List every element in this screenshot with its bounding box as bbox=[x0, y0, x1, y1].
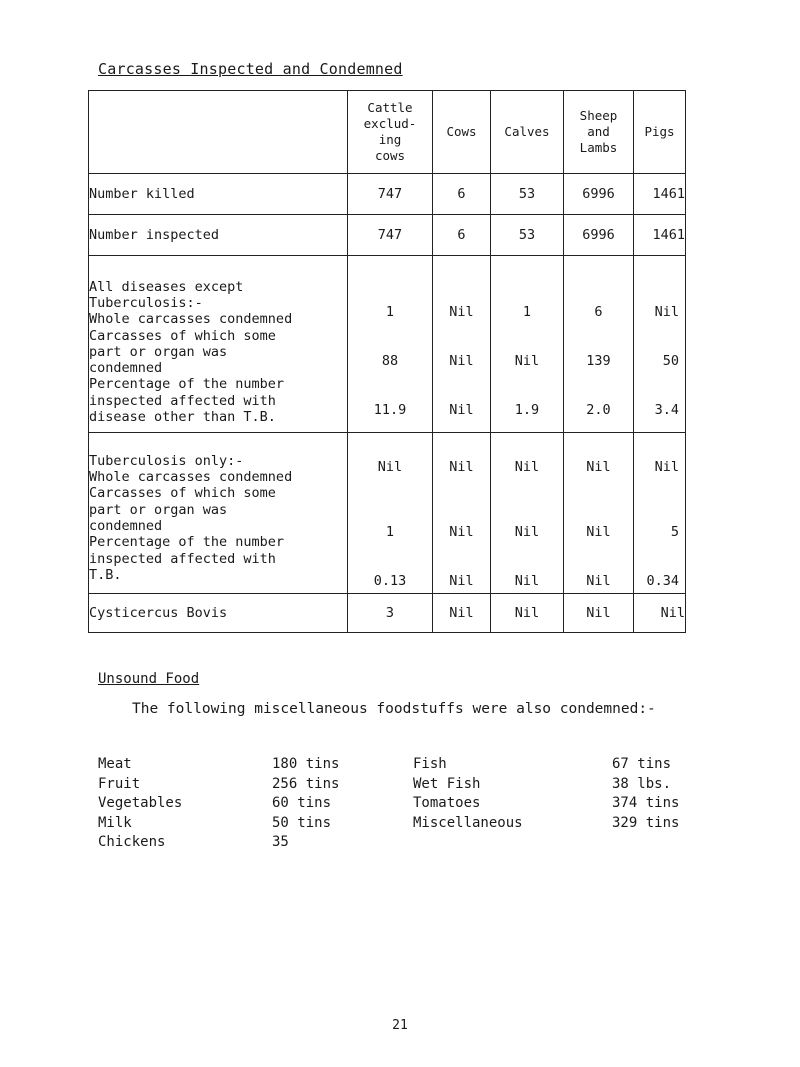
cell-sheep bbox=[564, 256, 634, 433]
cell-pigs bbox=[634, 433, 686, 594]
header-blank bbox=[89, 91, 348, 174]
cell-value: 0.34 bbox=[646, 573, 679, 589]
cell-value: 6 bbox=[433, 215, 491, 256]
cell-value: Nil bbox=[449, 353, 474, 369]
cell-value: Nil bbox=[449, 524, 474, 540]
cell-value: Nil bbox=[514, 353, 540, 369]
header-sheep bbox=[564, 91, 634, 174]
header-row bbox=[89, 91, 686, 174]
cell-value: Nil bbox=[377, 459, 403, 475]
cell-cattle bbox=[348, 433, 433, 594]
list-item-qty: 60 tins bbox=[272, 795, 332, 811]
cell-value: Nil bbox=[449, 459, 474, 475]
table-row-cysticercus bbox=[89, 594, 686, 633]
cell-value: 0.13 bbox=[373, 573, 407, 589]
list-item-qty: 256 tins bbox=[272, 775, 340, 792]
cell-value: 11.9 bbox=[373, 402, 407, 418]
table-row-all-diseases bbox=[89, 256, 686, 433]
table-row-number-killed bbox=[89, 174, 686, 215]
cell-value: 6996 bbox=[564, 215, 634, 256]
cell-value: Nil bbox=[654, 304, 679, 320]
page-number: 21 bbox=[392, 1018, 408, 1033]
header-sheep-line: Lambs bbox=[579, 140, 618, 155]
row-label: Number killed bbox=[89, 174, 348, 215]
cell-value: Nil bbox=[449, 304, 474, 320]
label-line: Whole carcasses condemned bbox=[89, 311, 293, 328]
header-sheep-line: Sheep bbox=[579, 108, 618, 123]
list-item: Meat bbox=[98, 756, 132, 772]
cell-value: Nil bbox=[514, 459, 540, 475]
cell-value: Nil bbox=[491, 594, 564, 633]
cell-calves bbox=[491, 433, 564, 594]
list-item: Fruit bbox=[98, 775, 141, 792]
right-names-column bbox=[413, 755, 523, 833]
row-label-tb-only bbox=[89, 433, 348, 594]
header-sheep-line: and bbox=[587, 124, 610, 139]
cell-calves bbox=[491, 256, 564, 433]
cell-value: 88 bbox=[381, 353, 399, 369]
label-line: condemned bbox=[89, 360, 163, 377]
list-item: Fish bbox=[413, 756, 447, 772]
row-label: Number inspected bbox=[89, 215, 348, 256]
list-item-qty: 67 tins bbox=[612, 756, 672, 772]
label-line: inspected affected with bbox=[89, 392, 276, 409]
cell-value: 139 bbox=[586, 353, 611, 369]
left-qty-column bbox=[272, 755, 339, 853]
list-item-qty: 50 tins bbox=[272, 814, 332, 831]
left-names-column bbox=[98, 755, 182, 853]
cell-sheep bbox=[564, 433, 634, 594]
list-item-qty: 35 bbox=[272, 834, 289, 850]
cell-value: 1 bbox=[385, 304, 395, 320]
cell-value: 1 bbox=[522, 304, 532, 320]
cell-value: Nil bbox=[433, 594, 491, 633]
cell-value: 53 bbox=[491, 215, 564, 256]
cell-value: 50 bbox=[662, 353, 679, 369]
list-item: Miscellaneous bbox=[413, 814, 523, 831]
list-item: Wet Fish bbox=[413, 775, 481, 792]
cell-value: 747 bbox=[348, 215, 433, 256]
label-line: Tuberculosis:- bbox=[89, 294, 203, 311]
list-item-qty: 374 tins bbox=[612, 795, 680, 811]
label-line: T.B. bbox=[89, 566, 122, 583]
header-cattle-line: exclud- bbox=[363, 116, 417, 131]
cell-value: Nil bbox=[586, 459, 611, 475]
cell-value: Nil bbox=[586, 524, 611, 540]
cell-value: Nil bbox=[654, 459, 679, 475]
row-label: Cysticercus Bovis bbox=[89, 594, 348, 633]
row-label-all-diseases bbox=[89, 256, 348, 433]
header-pigs-label: Pigs bbox=[644, 124, 675, 139]
cell-value: Nil bbox=[514, 573, 540, 589]
label-line: condemned bbox=[89, 518, 163, 534]
label-line: part or organ was bbox=[89, 343, 228, 360]
label-line: Percentage of the number bbox=[89, 376, 285, 393]
label-line: disease other than T.B. bbox=[89, 409, 276, 426]
cell-value: 1461 bbox=[634, 174, 686, 215]
unsound-food-intro: The following miscellaneous foodstuffs were also condemned:- bbox=[132, 701, 656, 717]
cell-value: Nil bbox=[449, 573, 474, 589]
header-cows-label: Cows bbox=[446, 124, 477, 139]
header-pigs bbox=[634, 91, 686, 174]
carcasses-table bbox=[88, 90, 686, 633]
cell-value: 6 bbox=[433, 174, 491, 215]
list-item: Vegetables bbox=[98, 795, 183, 811]
cell-pigs bbox=[634, 256, 686, 433]
label-line: inspected affected with bbox=[89, 550, 276, 567]
label-line: part or organ was bbox=[89, 501, 228, 518]
right-qty-column bbox=[612, 755, 679, 833]
table-row-number-inspected bbox=[89, 215, 686, 256]
header-cattle-line: ing bbox=[378, 132, 402, 147]
cell-value: 2.0 bbox=[586, 402, 611, 418]
list-item-qty: 38 lbs. bbox=[612, 775, 672, 792]
header-cattle-line: Cattle bbox=[367, 100, 413, 115]
label-line: Tuberculosis only:- bbox=[89, 452, 244, 469]
table-row-tb-only bbox=[89, 433, 686, 594]
page-title: Carcasses Inspected and Condemned bbox=[98, 60, 403, 78]
cell-value: 3.4 bbox=[654, 402, 679, 418]
cell-cattle bbox=[348, 256, 433, 433]
cell-value: 5 bbox=[670, 524, 679, 540]
cell-value: Nil bbox=[514, 524, 540, 540]
header-cattle bbox=[348, 91, 433, 174]
label-line: Whole carcasses condemned bbox=[89, 469, 293, 486]
list-item: Chickens bbox=[98, 834, 166, 850]
header-cattle-line: cows bbox=[374, 148, 406, 163]
label-line: All diseases except bbox=[89, 278, 244, 295]
list-item-qty: 329 tins bbox=[612, 814, 680, 831]
cell-value: 747 bbox=[348, 174, 433, 215]
cell-value: 6 bbox=[594, 304, 603, 320]
label-line: Percentage of the number bbox=[89, 534, 285, 551]
header-calves-label: Calves bbox=[504, 124, 550, 139]
cell-cows bbox=[433, 433, 491, 594]
label-line: Carcasses of which some bbox=[89, 485, 276, 502]
cell-value: Nil bbox=[449, 402, 474, 418]
cell-value: 1 bbox=[385, 524, 395, 540]
unsound-food-title: Unsound Food bbox=[98, 671, 200, 687]
cell-value: 6996 bbox=[564, 174, 634, 215]
cell-value: 1461 bbox=[634, 215, 686, 256]
cell-value: Nil bbox=[634, 594, 686, 633]
header-cows bbox=[433, 91, 491, 174]
cell-value: 3 bbox=[348, 594, 433, 633]
cell-value: 53 bbox=[491, 174, 564, 215]
cell-value: 1.9 bbox=[514, 402, 540, 418]
list-item: Milk bbox=[98, 814, 132, 831]
cell-value: Nil bbox=[564, 594, 634, 633]
header-calves bbox=[491, 91, 564, 174]
list-item-qty: 180 tins bbox=[272, 756, 340, 772]
list-item: Tomatoes bbox=[413, 795, 481, 811]
cell-cows bbox=[433, 256, 491, 433]
label-line: Carcasses of which some bbox=[89, 327, 276, 344]
cell-value: Nil bbox=[586, 573, 611, 589]
